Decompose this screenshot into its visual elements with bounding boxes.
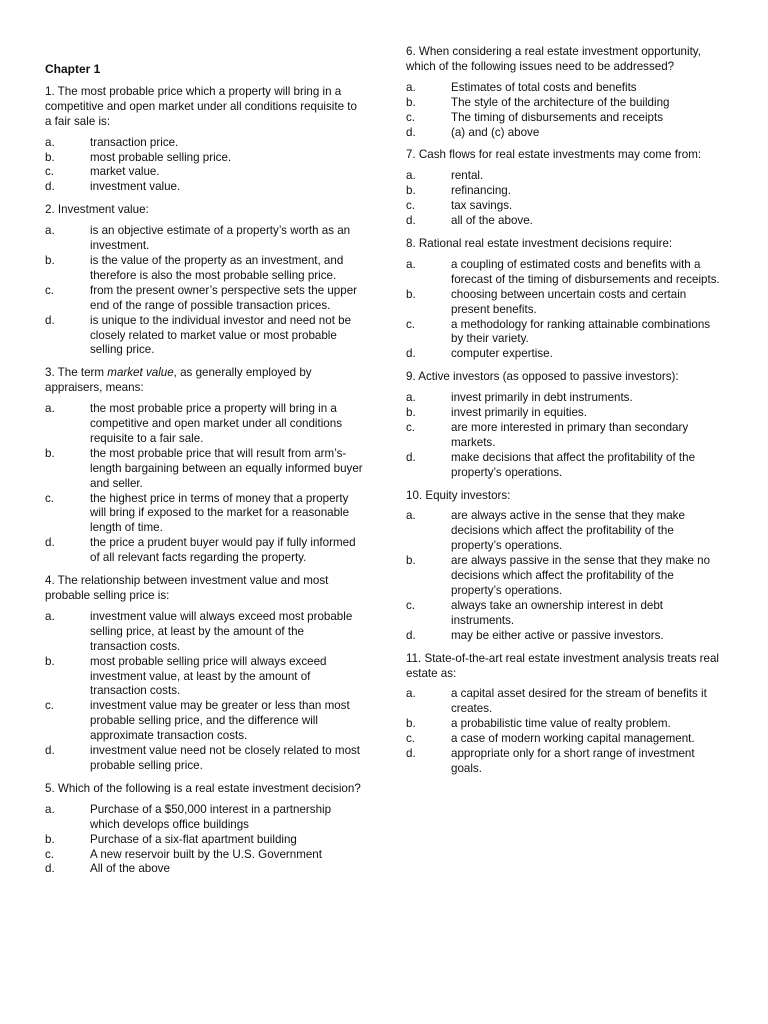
answer-option-text: investment value need not be closely related to most probable selling price. [90,744,361,772]
question-3 [45,366,363,566]
answer-option [45,848,363,863]
question-stem: 8. Rational real estate investment decisions require: [406,236,673,250]
answer-option-text: invest primarily in debt instruments. [451,391,633,405]
answer-option-text: a capital asset desired for the stream of benefits it creates. [451,687,707,716]
answer-option [406,96,724,111]
answer-option-letter: d. [406,450,416,464]
answer-option [45,492,363,537]
answer-option-letter: a. [406,169,416,183]
question-stem-suffix: , as generally employed by appraisers, means: [45,366,312,395]
answer-option-letter: d. [406,747,416,761]
answer-option-letter: c. [45,283,55,297]
answer-option-text: may be either active or passive investors. [451,628,664,642]
answer-option [45,803,363,833]
answer-option-letter: a. [45,402,55,416]
answer-option-letter: b. [406,406,416,420]
answer-option [406,318,724,348]
answer-option [406,421,724,451]
answer-option [45,536,363,566]
answer-option-text: the most probable price a property will bring in a competitive and open market under all conditions requisite to a fair sale. [90,402,342,445]
answer-option [45,284,363,314]
question-stem: 1. The most probable price which a property will bring in a competitive and open market under all conditions requisite to a fair sale is: [45,84,357,128]
answer-option-letter: b. [45,253,55,267]
answer-option-letter: b. [45,150,55,164]
answer-option [406,599,724,629]
answer-option-text: all of the above. [451,214,533,228]
answer-option-text: investment value will always exceed most probable selling price, at least by the amount of the transaction costs. [90,609,353,653]
answer-option [406,406,724,421]
answer-option-letter: b. [45,832,55,846]
answer-option-letter: d. [406,628,416,642]
answer-option-letter: c. [406,420,416,434]
answer-option-letter: d. [406,214,416,228]
answer-option [45,136,363,151]
answer-option-text: Estimates of total costs and benefits [451,80,637,94]
answer-option-letter: b. [406,287,416,301]
question-1 [45,85,363,195]
question-stem: 2. Investment value: [45,203,149,217]
question-stem: 9. Active investors (as opposed to passive investors): [406,370,679,384]
answer-option [406,169,724,184]
answer-option-text: transaction price. [90,135,179,149]
answer-option-text: are always passive in the sense that they make no decisions which affect the profitability of the property’s operations. [451,554,711,597]
answer-option [406,629,724,644]
answer-option-text: from the present owner’s perspective sets the upper end of the range of possible transaction prices. [90,283,358,312]
answer-option-letter: c. [406,317,416,331]
answer-option [406,509,724,554]
question-stem-prefix: 3. The term [45,366,108,380]
answer-option [45,180,363,195]
answer-option-text: The timing of disbursements and receipts [451,110,664,124]
answer-option-letter: a. [406,391,416,405]
answer-option-letter: a. [406,257,416,271]
answer-option [45,862,363,877]
answer-option-letter: a. [45,135,55,149]
answer-option-letter: b. [406,717,416,731]
answer-option-text: rental. [451,169,484,183]
answer-option-text: appropriate only for a short range of investment goals. [451,747,695,775]
answer-option-letter: b. [406,184,416,198]
answer-option-letter: c. [45,699,55,713]
question-5 [45,782,363,877]
answer-option-letter: d. [45,313,55,327]
answer-option [406,214,724,229]
answer-option [45,224,363,254]
answer-option [406,391,724,406]
answer-option-text: The style of the architecture of the building [451,95,670,109]
answer-option-text: make decisions that affect the profitability of the property’s operations. [451,450,696,479]
answer-option-letter: a. [406,80,416,94]
answer-option-text: a case of modern working capital management. [451,732,695,746]
answer-option-text: the price a prudent buyer would pay if fully informed of all relevant facts regarding the property. [90,536,356,565]
answer-option [45,254,363,284]
answer-option-letter: d. [45,180,55,194]
answer-option [45,699,363,744]
answer-option [406,199,724,214]
answer-option [406,732,724,747]
answer-option [406,258,724,288]
answer-option-letter: a. [45,609,55,623]
answer-option-letter: a. [406,509,416,523]
answer-option [406,687,724,717]
answer-option [406,111,724,126]
answer-option-text: All of the above [90,862,170,876]
answer-option-text: investment value. [90,180,181,194]
right-column [406,45,724,785]
answer-option-letter: b. [406,554,416,568]
answer-option-text: a methodology for ranking attainable combinations by their variety. [451,317,711,346]
answer-option [406,747,724,777]
answer-option-text: are more interested in primary than secondary markets. [451,420,689,449]
answer-option-letter: c. [45,491,55,505]
answer-option-letter: c. [45,165,55,179]
answer-option-text: are always active in the sense that they make decisions which affect the profitability of the property’s operations. [451,509,685,553]
answer-option-text: investment value may be greater or less than most probable selling price, and the difference will approximate transaction costs. [90,699,350,743]
answer-option-text: tax savings. [451,199,513,213]
answer-option [45,314,363,359]
answer-option [406,126,724,141]
question-stem [45,366,363,396]
answer-option-text: (a) and (c) above [451,125,540,139]
question-10 [406,489,724,644]
question-stem: 6. When considering a real estate investment opportunity, which of the following issues need to be addressed? [406,45,701,73]
answer-option [45,165,363,180]
answer-option-text: refinancing. [451,184,511,198]
answer-option-text: the highest price in terms of money that a property will bring if exposed to the market for a reasonable length of time. [90,491,350,535]
question-8 [406,237,724,362]
answer-option-text: choosing between uncertain costs and certain present benefits. [451,287,687,316]
answer-option [406,717,724,732]
question-stem-term: market value [107,366,174,380]
question-4 [45,574,363,774]
answer-option-text: is the value of the property as an investment, and therefore is also the most probable selling price. [90,253,344,282]
answer-option [45,402,363,447]
answer-option [406,288,724,318]
answer-option-letter: b. [45,654,55,668]
answer-option [45,610,363,655]
question-2 [45,203,363,358]
question-stem: 11. State-of-the-art real estate investment analysis treats real estate as: [406,651,719,680]
question-9 [406,370,724,480]
answer-option-letter: c. [406,110,416,124]
answer-option-text: most probable selling price. [90,150,232,164]
answer-option-text: is unique to the individual investor and need not be closely related to market value or most probable selling price. [90,313,352,357]
question-6 [406,45,724,140]
answer-option-letter: d. [406,125,416,139]
answer-option [406,451,724,481]
answer-option [406,184,724,199]
answer-option-letter: a. [45,802,55,816]
answer-option [406,347,724,362]
answer-option [45,151,363,166]
answer-option [45,655,363,700]
question-11 [406,652,724,777]
answer-option-text: always take an ownership interest in debt instruments. [451,598,664,627]
answer-option-text: is an objective estimate of a property’s worth as an investment. [90,224,351,253]
answer-option-letter: c. [406,199,416,213]
left-column [45,62,363,885]
question-7 [406,148,724,229]
answer-option-letter: d. [45,862,55,876]
answer-option-text: Purchase of a $50,000 interest in a partnership which develops office buildings [90,802,332,831]
answer-option-text: market value. [90,165,160,179]
answer-option-letter: c. [406,598,416,612]
question-stem: 7. Cash flows for real estate investments may come from: [406,148,702,162]
answer-option [45,447,363,492]
answer-option [45,833,363,848]
chapter-title: Chapter 1 [45,62,101,76]
answer-option-letter: b. [406,95,416,109]
answer-option-text: Purchase of a six-flat apartment building [90,832,297,846]
question-stem: 4. The relationship between investment value and most probable selling price is: [45,574,329,602]
answer-option [45,744,363,774]
answer-option-text: invest primarily in equities. [451,406,587,420]
answer-option [406,554,724,599]
answer-option-letter: d. [45,536,55,550]
answer-option-letter: a. [406,687,416,701]
answer-option-text: computer expertise. [451,347,553,361]
answer-option-letter: d. [406,347,416,361]
answer-option-text: most probable selling price will always exceed investment value, at least by the amount of transaction costs. [90,654,327,698]
answer-option-text: a probabilistic time value of realty problem. [451,717,671,731]
answer-option-letter: c. [45,847,55,861]
answer-option-text: the most probable price that will result from arm’s-length bargaining between an equally informed buyer and seller. [90,446,363,490]
answer-option-letter: d. [45,744,55,758]
question-stem: 10. Equity investors: [406,488,511,502]
answer-option-letter: b. [45,446,55,460]
answer-option-letter: a. [45,224,55,238]
question-stem: 5. Which of the following is a real estate investment decision? [45,781,361,795]
answer-option-text: A new reservoir built by the U.S. Government [90,847,322,861]
answer-option-letter: c. [406,732,416,746]
answer-option [406,81,724,96]
answer-option-text: a coupling of estimated costs and benefits with a forecast of the timing of disbursements and receipts. [451,257,720,286]
